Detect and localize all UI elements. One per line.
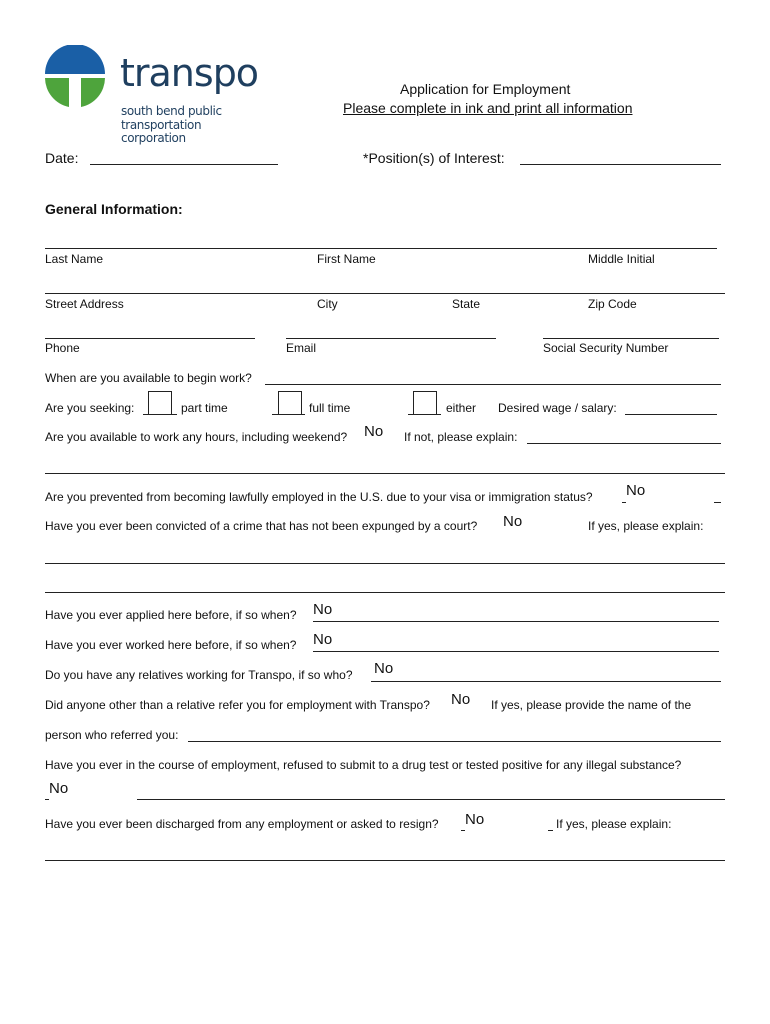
drug-test-field[interactable] <box>137 799 725 800</box>
visa-answer[interactable]: No <box>626 482 646 499</box>
date-label: Date: <box>45 150 79 166</box>
drug-test-answer[interactable]: No <box>49 780 69 797</box>
convicted-explain-line-1[interactable] <box>45 563 725 564</box>
full-time-checkbox[interactable] <box>278 391 302 415</box>
phone-label: Phone <box>45 341 80 355</box>
form-subtitle: Please complete in ink and print all information <box>343 100 633 116</box>
transpo-logo <box>44 45 266 145</box>
any-hours-label: Are you available to work any hours, including weekend? <box>45 430 348 444</box>
available-begin-label: When are you available to begin work? <box>45 371 252 385</box>
transpo-logo-tagline-1: south bend public <box>121 104 222 118</box>
phone-field[interactable] <box>45 338 255 339</box>
address-field-line[interactable] <box>45 293 725 294</box>
name-field-line[interactable] <box>45 248 717 249</box>
discharged-label: Have you ever been discharged from any employment or asked to resign? <box>45 817 439 831</box>
date-field[interactable] <box>90 164 278 165</box>
discharged-underline <box>461 830 465 831</box>
visa-trailing-mark <box>714 502 721 503</box>
transpo-logo-wordmark: transpo <box>120 51 259 95</box>
middle-initial-label: Middle Initial <box>588 252 655 266</box>
convicted-explain-label: If yes, please explain: <box>588 519 704 533</box>
applied-before-label: Have you ever applied here before, if so when? <box>45 608 297 622</box>
visa-underline <box>622 502 626 503</box>
discharged-answer[interactable]: No <box>465 811 485 828</box>
either-label: either <box>446 401 477 415</box>
relatives-label: Do you have any relatives working for Transpo, if so who? <box>45 668 353 682</box>
discharged-explain-field[interactable] <box>45 860 725 861</box>
relatives-field[interactable] <box>371 681 721 682</box>
general-heading: General Information: <box>45 201 183 217</box>
ssn-label: Social Security Number <box>543 341 669 355</box>
referred-answer[interactable]: No <box>451 691 471 708</box>
worked-before-field[interactable] <box>313 651 719 652</box>
seeking-label: Are you seeking: <box>45 401 135 415</box>
worked-before-label: Have you ever worked here before, if so when? <box>45 638 297 652</box>
desired-wage-field[interactable] <box>625 414 717 415</box>
worked-before-answer[interactable]: No <box>313 631 333 648</box>
explain-continuation-line[interactable] <box>45 473 725 474</box>
city-label: City <box>317 297 338 311</box>
form-title: Application for Employment <box>400 81 571 97</box>
position-field[interactable] <box>520 164 721 165</box>
street-label: Street Address <box>45 297 124 311</box>
applied-before-answer[interactable]: No <box>313 601 333 618</box>
drug-test-underline <box>45 799 49 800</box>
first-name-label: First Name <box>317 252 376 266</box>
any-hours-answer[interactable]: No <box>364 423 384 440</box>
last-name-label: Last Name <box>45 252 104 266</box>
email-label: Email <box>286 341 317 355</box>
visa-label: Are you prevented from becoming lawfully employed in the U.S. due to your visa or immigration status? <box>45 490 593 504</box>
person-referred-field[interactable] <box>188 741 721 742</box>
position-label: *Position(s) of Interest: <box>363 150 505 166</box>
drug-test-label: Have you ever in the course of employment, refused to submit to a drug test or tested positive for any illegal substance? <box>45 758 682 772</box>
if-not-explain-label: If not, please explain: <box>404 430 518 444</box>
convicted-answer[interactable]: No <box>503 513 523 530</box>
discharged-explain-label: If yes, please explain: <box>556 817 672 831</box>
referred-label: Did anyone other than a relative refer you for employment with Transpo? <box>45 698 430 712</box>
email-field[interactable] <box>286 338 496 339</box>
transpo-logo-mark <box>44 45 106 107</box>
referred-name-prompt: If yes, please provide the name of the <box>491 698 692 712</box>
ssn-field[interactable] <box>543 338 719 339</box>
convicted-label: Have you ever been convicted of a crime that has not been expunged by a court? <box>45 519 478 533</box>
desired-wage-label: Desired wage / salary: <box>498 401 617 415</box>
available-begin-field[interactable] <box>265 384 721 385</box>
convicted-explain-line-2[interactable] <box>45 592 725 593</box>
person-referred-label: person who referred you: <box>45 728 179 742</box>
zip-label: Zip Code <box>588 297 637 311</box>
state-label: State <box>452 297 481 311</box>
discharged-mark <box>548 830 553 831</box>
part-time-label: part time <box>181 401 228 415</box>
full-time-label: full time <box>309 401 351 415</box>
part-time-checkbox[interactable] <box>148 391 172 415</box>
either-checkbox[interactable] <box>413 391 437 415</box>
transpo-logo-tagline-2: transportation corporation <box>121 118 202 145</box>
applied-before-field[interactable] <box>313 621 719 622</box>
relatives-answer[interactable]: No <box>374 660 394 677</box>
if-not-explain-field[interactable] <box>527 443 721 444</box>
